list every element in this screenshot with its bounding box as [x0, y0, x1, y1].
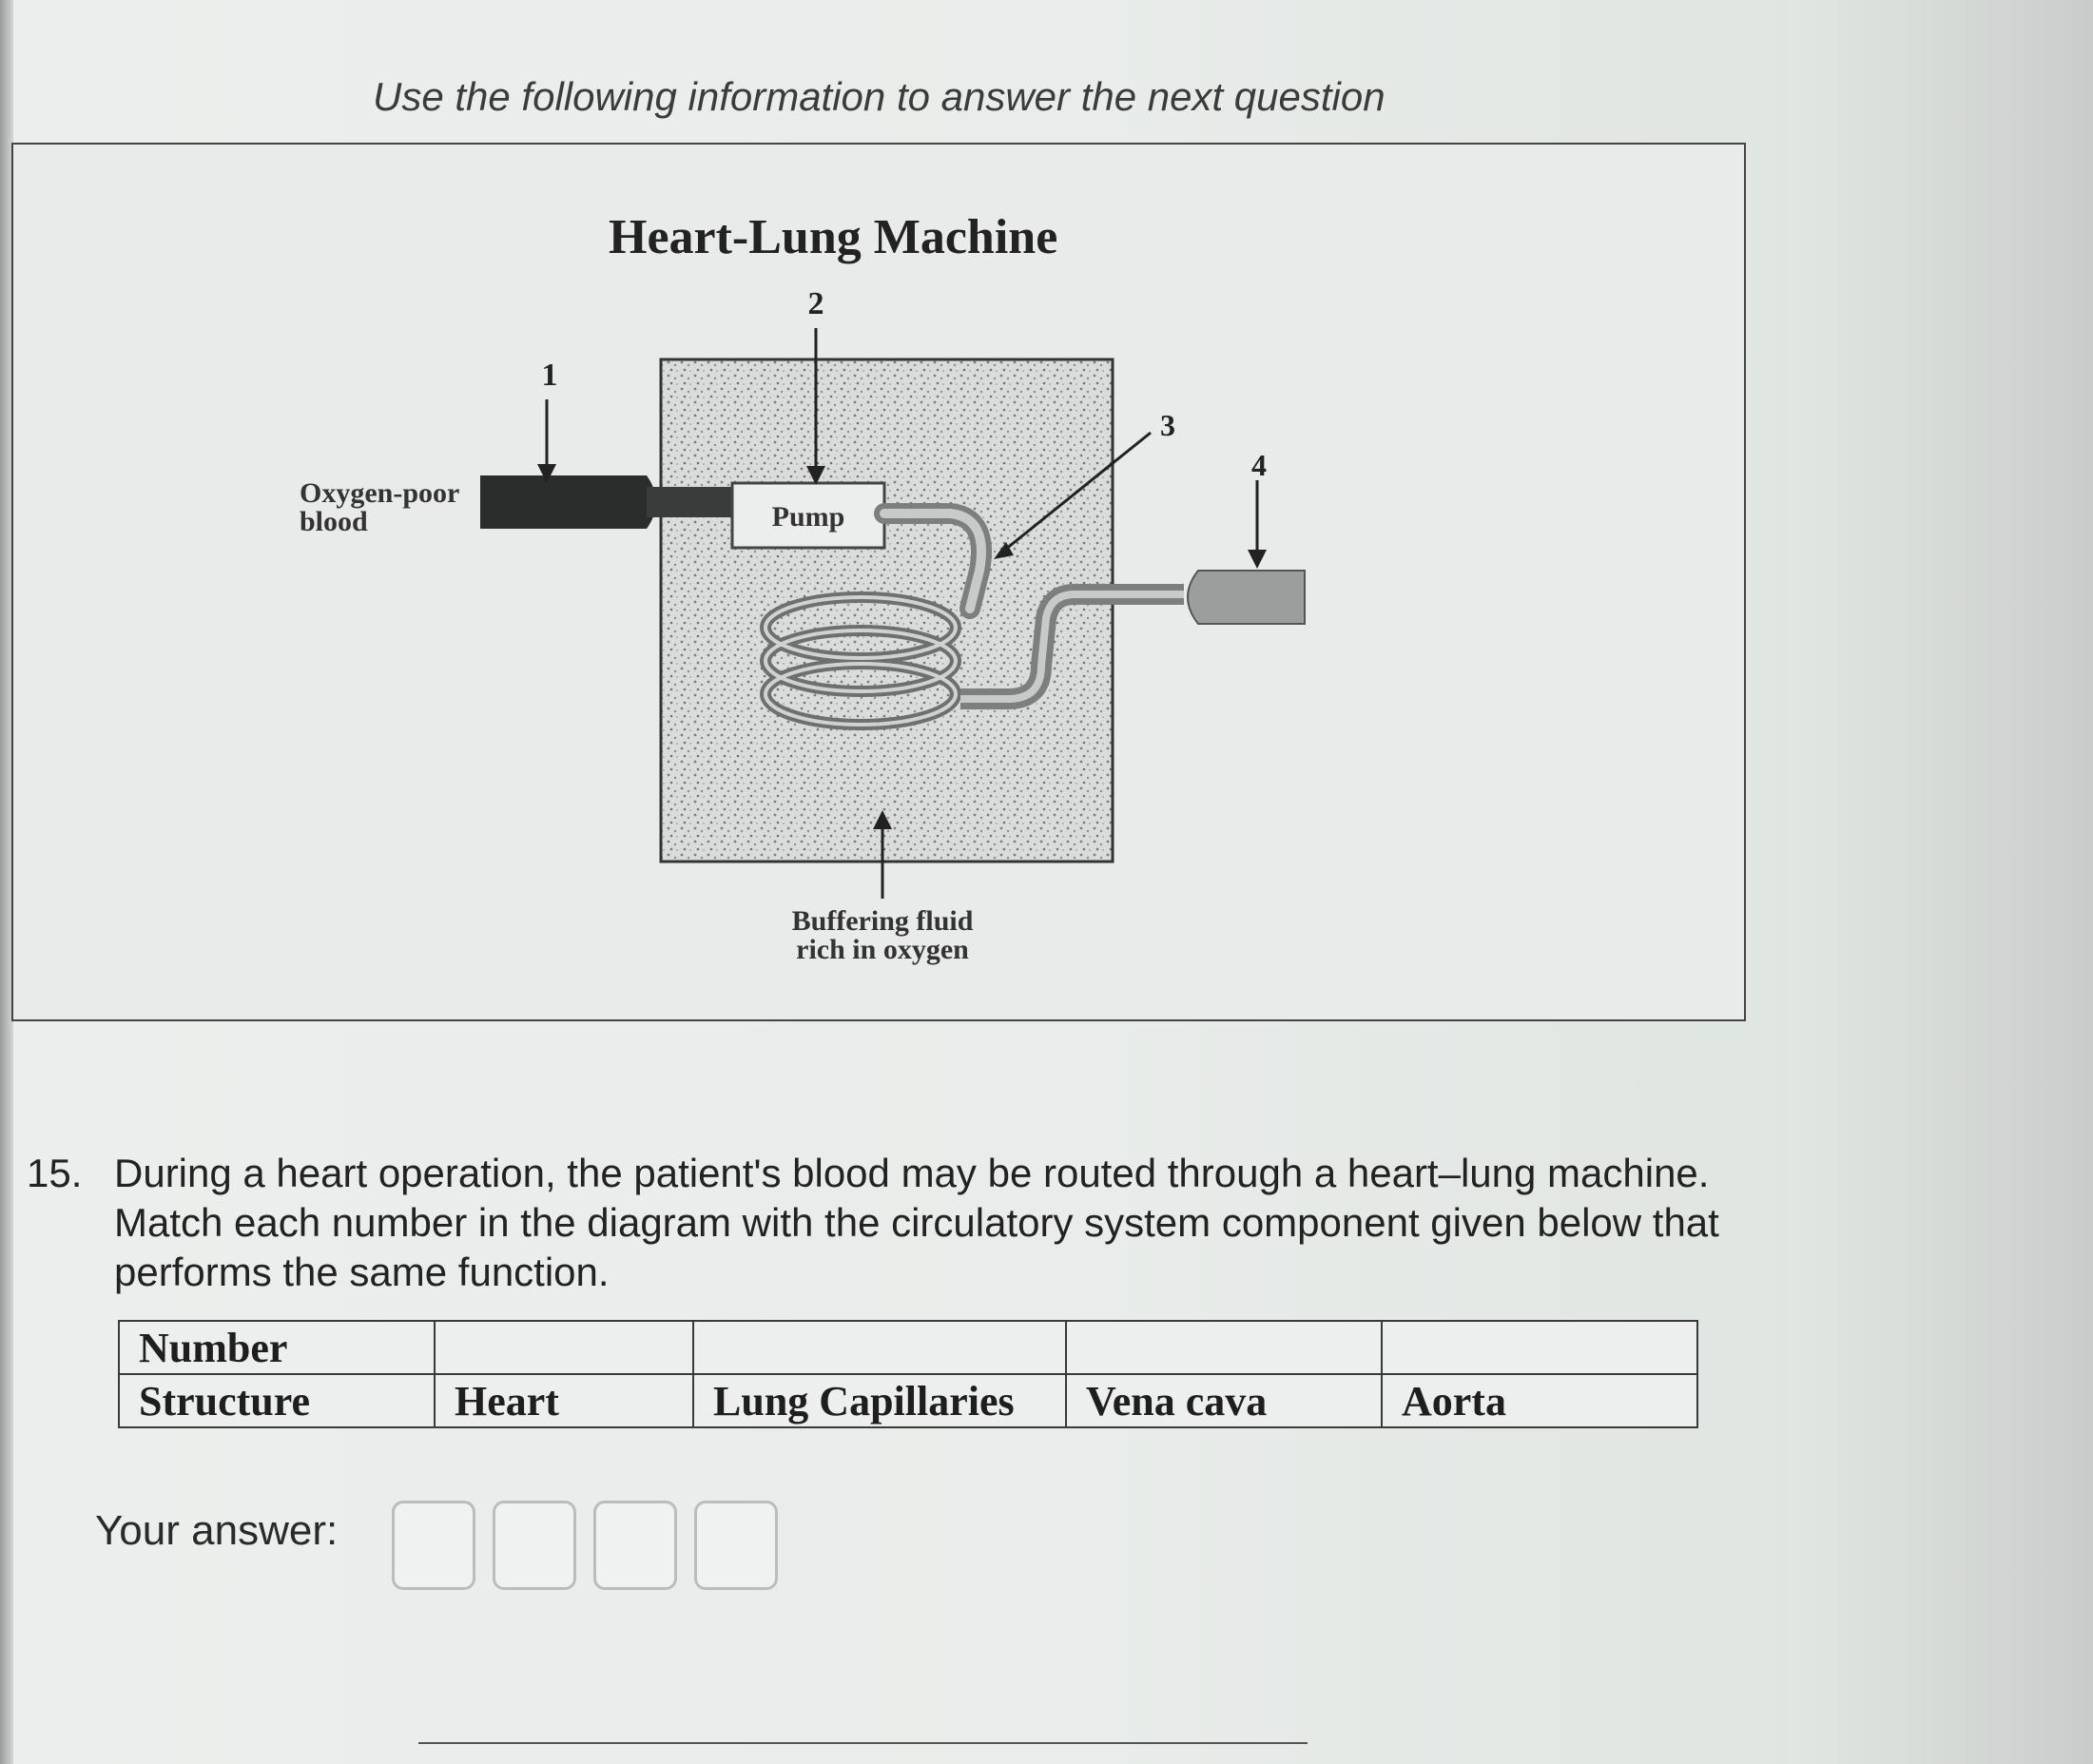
structure-vena-cava: Vena cava: [1066, 1374, 1382, 1427]
inflow-tube: [480, 475, 656, 529]
pump-label: Pump: [771, 500, 845, 533]
answer-box-3[interactable]: [593, 1501, 677, 1590]
answer-box-1[interactable]: [392, 1501, 475, 1590]
structure-row-header: Structure: [119, 1374, 435, 1427]
number-cell-lung-capillaries: [693, 1321, 1066, 1374]
number-cell-aorta: [1382, 1321, 1697, 1374]
structure-heart: Heart: [435, 1374, 693, 1427]
oxygen-poor-label-line2: blood: [300, 506, 368, 537]
label-3: 3: [1160, 408, 1175, 442]
label-2: 2: [807, 286, 824, 321]
matching-table: [118, 1320, 1698, 1428]
number-row: [119, 1321, 1697, 1374]
inflow-connector: [647, 487, 737, 517]
number-row-header: Number: [119, 1321, 435, 1374]
number-cell-vena-cava: [1066, 1321, 1382, 1374]
number-cell-heart: [435, 1321, 693, 1374]
oxygen-poor-label-line1: Oxygen-poor: [300, 477, 460, 509]
figure-title: Heart-Lung Machine: [609, 210, 1058, 264]
label-4: 4: [1251, 448, 1267, 482]
structure-aorta: Aorta: [1382, 1374, 1697, 1427]
buffer-label-line1: Buffering fluid: [791, 905, 974, 937]
answer-box-2[interactable]: [493, 1501, 576, 1590]
outlet-connector: [1188, 571, 1305, 624]
answer-label: Your answer:: [95, 1507, 339, 1554]
bottom-divider: [418, 1742, 1308, 1744]
question-number: 15.: [27, 1151, 83, 1195]
arrow-4-head: [1248, 550, 1267, 569]
buffer-label-line2: rich in oxygen: [796, 934, 969, 965]
instruction-text: Use the following information to answer the next question: [373, 74, 1386, 119]
answer-box-4[interactable]: [694, 1501, 778, 1590]
label-1: 1: [541, 358, 558, 393]
structure-row: [119, 1374, 1697, 1427]
structure-lung-capillaries: Lung Capillaries: [693, 1374, 1066, 1427]
question-text: During a heart operation, the patient's blood may be routed through a heart–lung machine. Match each number in the diagram with the circulatory system component given below that performs the same function.: [114, 1151, 1719, 1294]
